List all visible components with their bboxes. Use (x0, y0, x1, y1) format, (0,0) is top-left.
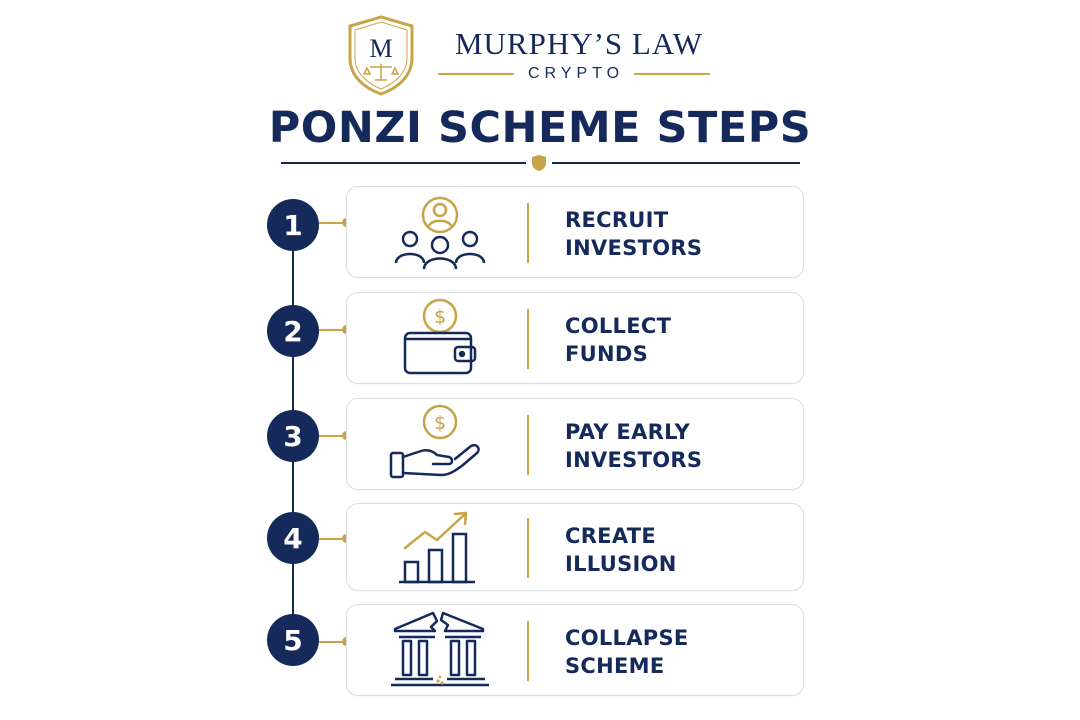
step-label-2-line2: FUNDS (565, 342, 649, 366)
step-label-1-line2: INVESTORS (565, 236, 703, 260)
brand-rule-left (438, 73, 514, 75)
step-divider-4 (527, 518, 529, 578)
step-label-5 (565, 624, 785, 680)
step-number-1: 1 (267, 199, 319, 251)
step-label-5-line2: SCHEME (565, 654, 665, 678)
svg-text:$: $ (433, 306, 447, 328)
step-number-5: 5 (267, 614, 319, 666)
step-divider-2 (527, 309, 529, 369)
brand-subtitle-row (438, 64, 710, 84)
step-card-1 (346, 186, 804, 278)
small-shield-icon (531, 154, 547, 172)
logo-monogram: M (369, 34, 393, 63)
step-number-4: 4 (267, 512, 319, 564)
logo-shield-icon (346, 14, 416, 96)
hand-coin-icon (385, 403, 495, 483)
step-label-2 (565, 312, 785, 368)
step-divider-1 (527, 203, 529, 263)
step-card-4 (346, 503, 804, 591)
step-label-3 (565, 418, 785, 474)
step-label-4-line1: CREATE (565, 524, 657, 548)
wallet-coin-icon (385, 297, 495, 377)
people-group-icon (385, 193, 495, 273)
brand-name: MURPHY’S LAW (454, 26, 704, 61)
step-card-2 (346, 292, 804, 384)
broken-bank-icon (385, 609, 495, 689)
title-rule-left (281, 162, 526, 164)
step-label-1 (565, 206, 785, 262)
brand-subtitle: CRYPTO (527, 65, 625, 82)
step-divider-3 (527, 415, 529, 475)
step-label-4 (565, 522, 785, 578)
page-title: PONZI SCHEME STEPS (268, 103, 812, 153)
step-label-4-line2: ILLUSION (565, 552, 677, 576)
step-card-5 (346, 604, 804, 696)
step-number-2: 2 (267, 305, 319, 357)
rising-bar-chart-icon (385, 506, 495, 586)
title-rule-right (552, 162, 800, 164)
step-label-3-line1: PAY EARLY (565, 420, 691, 444)
svg-text:$: $ (433, 412, 447, 434)
step-card-3 (346, 398, 804, 490)
step-divider-5 (527, 621, 529, 681)
step-label-5-line1: COLLAPSE (565, 626, 689, 650)
step-label-2-line1: COLLECT (565, 314, 672, 338)
brand-rule-right (634, 73, 710, 75)
step-number-3: 3 (267, 410, 319, 462)
step-label-1-line1: RECRUIT (565, 208, 669, 232)
step-label-3-line2: INVESTORS (565, 448, 703, 472)
